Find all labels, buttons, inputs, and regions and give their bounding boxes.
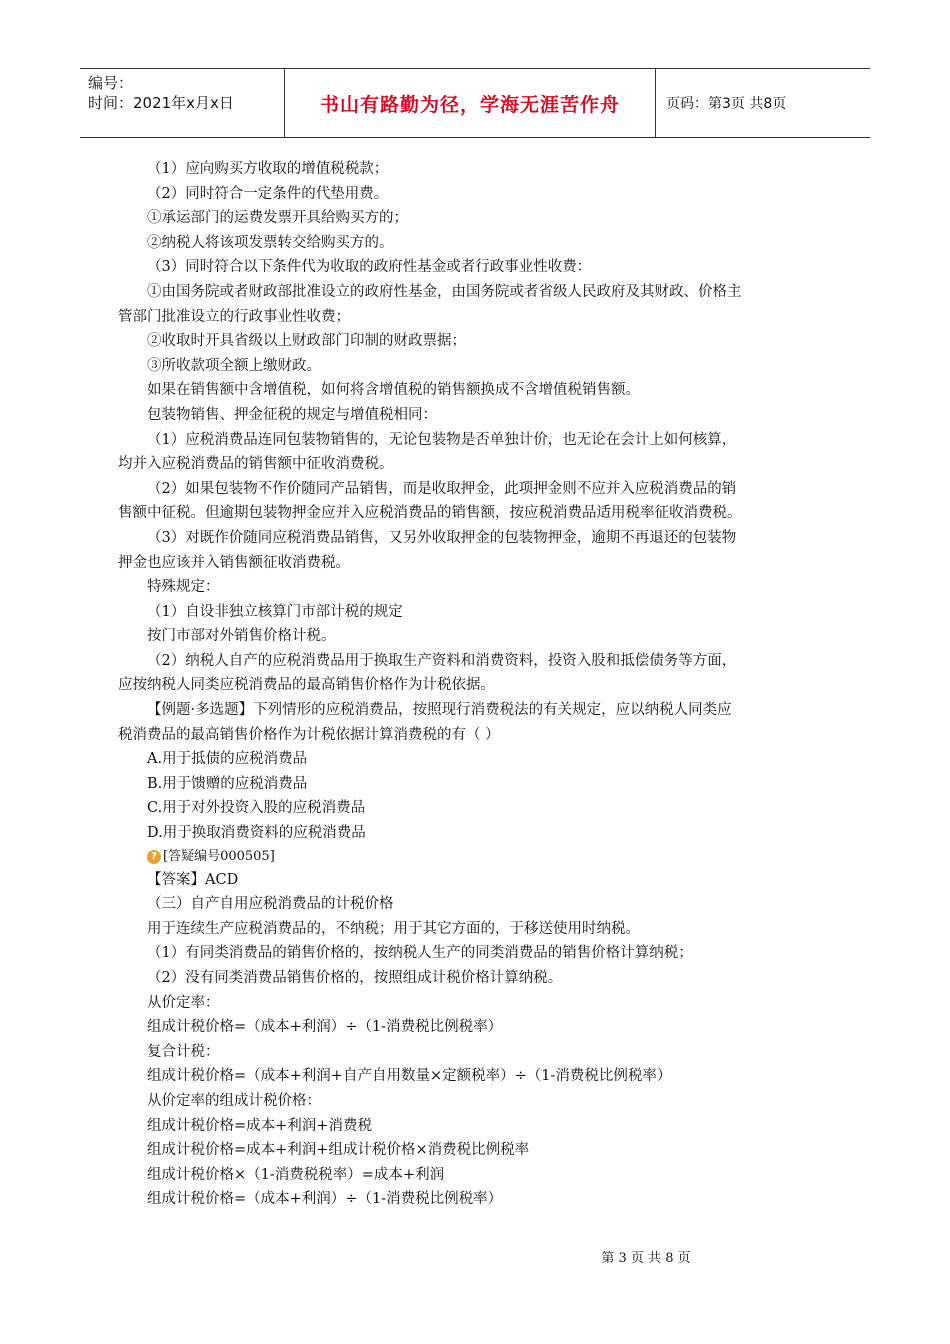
paragraph-line: 押金也应该并入销售额征收消费税。 (118, 554, 350, 571)
paragraph-line: ①承运部门的运费发票开具给购买方的； (147, 210, 408, 227)
paragraph-line: ③所收款项全额上缴财政。 (147, 357, 321, 374)
paragraph-line: ①由国务院或者财政部批准设立的政府性基金，由国务院或者省级人民政府及其财政、价格主 (147, 283, 742, 300)
paragraph-line: A.用于抵债的应税消费品 (147, 751, 308, 768)
paragraph-line: 从价定率的组成计税价格： (147, 1092, 321, 1109)
paragraph-line: 如果在销售额中含增值税，如何将含增值税的销售额换成不含增值税销售额。 (147, 382, 640, 399)
paragraph-line: ②纳税人将该项发票转交给购买方的。 (147, 234, 394, 251)
paragraph-line: B.用于馈赠的应税消费品 (147, 775, 308, 792)
paragraph-line: （2）没有同类消费品销售价格的，按照组成计税价格计算纳税。 (147, 970, 563, 986)
paragraph-line: ②收取时开具省级以上财政部门印制的财政票据； (147, 333, 466, 350)
document-time: 时间：2021年x月x日 (88, 94, 234, 112)
page-footer (0, 1247, 950, 1266)
paragraph-line: 组成计税价格=（成本+利润+自产自用数量×定额税率）÷（1-消费税比例税率） (147, 1068, 672, 1085)
paragraph-line: （3）对既作价随同应税消费品销售，又另外收取押金的包装物押金，逾期不再退还的包装物 (147, 529, 737, 546)
paragraph-line: D.用于换取消费资料的应税消费品 (147, 825, 366, 842)
paragraph-line: 组成计税价格=成本+利润+组成计税价格×消费税比例税率 (147, 1142, 530, 1159)
paragraph-line: （1）应税消费品连同包装物销售的，无论包装物是否单独计价，也无论在会计上如何核算， (147, 431, 737, 448)
paragraph-line: 特殊规定： (147, 579, 220, 596)
paragraph-line: （2）纳税人自产的应税消费品用于换取生产资料和消费资料，投资入股和抵偿债务等方面， (147, 652, 737, 669)
paragraph-line: C.用于对外投资入股的应税消费品 (147, 800, 366, 817)
body-section-1 (118, 157, 838, 846)
paragraph-line: 组成计税价格×（1-消费税税率）=成本+利润 (147, 1166, 445, 1183)
paragraph-line: （3）同时符合以下条件代为收取的政府性基金或者行政事业性收费： (147, 259, 592, 276)
paragraph-line: 【答案】ACD (147, 871, 239, 888)
header-page-info: 页码：第3页 共8页 (666, 96, 787, 112)
question-icon[interactable]: ? (147, 850, 161, 864)
paragraph-line: 组成计税价格=成本+利润+消费税 (147, 1117, 372, 1134)
paragraph-line: 管部门批准设立的行政事业性收费； (118, 308, 350, 325)
paragraph-line: （1）应向购买方收取的增值税税款； (147, 161, 389, 177)
body-section-2 (118, 868, 838, 1212)
document-number: 编号： (88, 74, 134, 92)
paragraph-line: 组成计税价格=（成本+利润）÷（1-消费税比例税率） (147, 1019, 503, 1036)
paragraph-line: 组成计税价格=（成本+利润）÷（1-消费税比例税率） (147, 1191, 503, 1208)
paragraph-line: 售额中征税。但逾期包装物押金应并入应税消费品的销售额，按应税消费品适用税率征收消费税。 (118, 505, 742, 522)
answer-reference[interactable] (118, 846, 838, 868)
paragraph-line: 【例题·多选题】下列情形的应税消费品，按照现行消费税法的有关规定，应以纳税人同类应 (147, 702, 732, 719)
footer-page-number: 第 3 页 共 8 页 (601, 1251, 691, 1266)
paragraph-line: 从价定率： (147, 994, 220, 1011)
paragraph-line: 税消费品的最高销售价格作为计税依据计算消费税的有（ ） (118, 726, 500, 743)
paragraph-line: 包装物销售、押金征税的规定与增值税相同： (147, 406, 437, 423)
paragraph-line: 均并入应税消费品的销售额中征收消费税。 (118, 456, 394, 473)
paragraph-line: （1）自设非独立核算门市部计税的规定 (147, 603, 403, 620)
paragraph-line: （1）有同类消费品的销售价格的，按纳税人生产的同类消费品的销售价格计算纳税； (147, 945, 693, 962)
header-motto: 书山有路勤为径，学海无涯苦作舟 (284, 69, 656, 137)
paragraph-line: 应按纳税人同类应税消费品的最高销售价格作为计税依据。 (118, 677, 495, 694)
header-meta (80, 69, 284, 137)
document-body (118, 157, 838, 1212)
paragraph-line: 按门市部对外销售价格计税。 (147, 628, 336, 645)
paragraph-line: 用于连续生产应税消费品的，不纳税；用于其它方面的，于移送使用时纳税。 (147, 920, 640, 937)
paragraph-line: （2）同时符合一定条件的代垫用费。 (147, 185, 389, 202)
paragraph-line: （2）如果包装物不作价随同产品销售，而是收取押金，此项押金则不应并入应税消费品的销 (147, 480, 737, 497)
page-header (80, 68, 870, 138)
reference-number: [答疑编号000505] (163, 848, 275, 864)
paragraph-line: （三）自产自用应税消费品的计税价格 (147, 896, 394, 913)
paragraph-line: 复合计税： (147, 1043, 220, 1060)
